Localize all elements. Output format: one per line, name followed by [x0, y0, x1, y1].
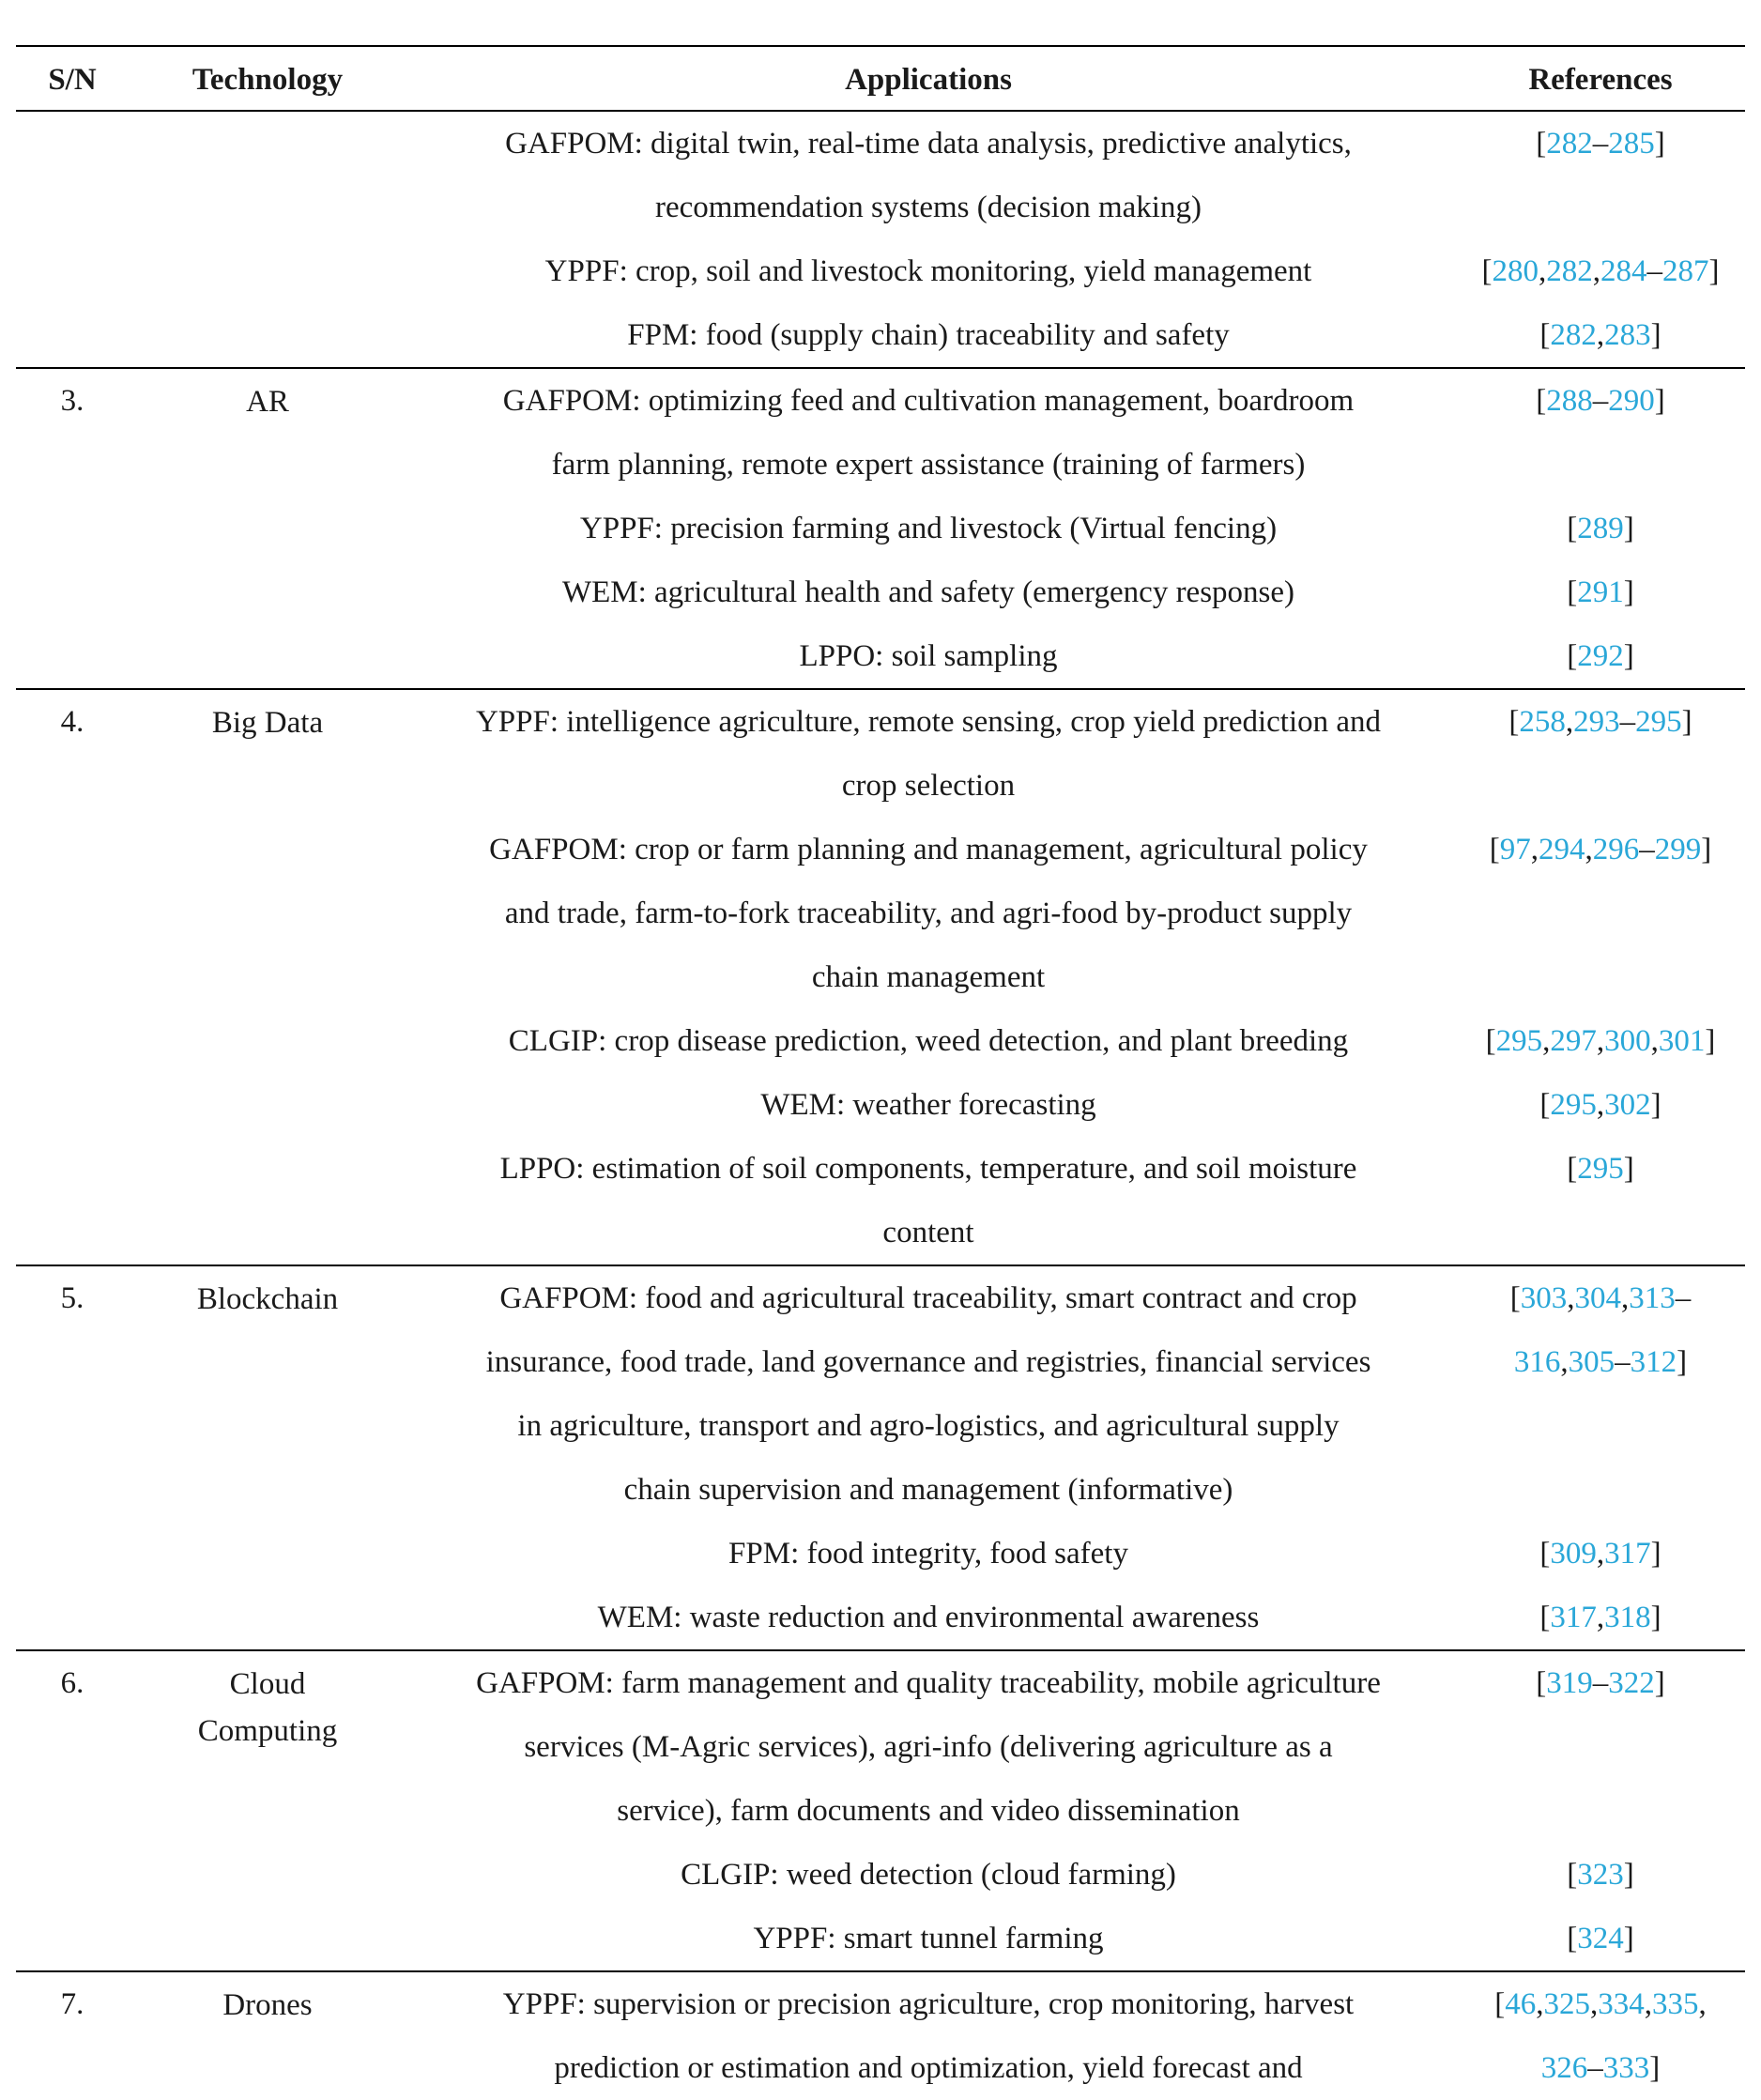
row-references: [1464, 112, 1737, 367]
reference-punctuation: –: [1619, 705, 1636, 739]
application-line: CLGIP: crop disease prediction, weed detection, and plant breeding: [508, 1024, 1349, 1058]
reference-line: [1464, 945, 1737, 1009]
reference-punctuation: ]: [1623, 1922, 1634, 1955]
reference-link[interactable]: 299: [1654, 833, 1702, 866]
reference-link[interactable]: 283: [1604, 318, 1651, 352]
reference-line: [1464, 2036, 1737, 2100]
table-row: [0, 1972, 1761, 2100]
table-top-rule: [16, 45, 1745, 47]
reference-link[interactable]: 287: [1662, 254, 1709, 288]
header-sn: S/N: [48, 63, 97, 97]
reference-line: [1464, 1972, 1737, 2036]
reference-punctuation: ,: [1542, 1024, 1551, 1058]
reference-punctuation: [: [1567, 1152, 1578, 1186]
reference-punctuation: [: [1539, 1088, 1551, 1122]
reference-punctuation: ,: [1596, 318, 1605, 352]
reference-line: [1464, 1843, 1737, 1907]
reference-punctuation: –: [1639, 833, 1655, 866]
application-line: WEM: weather forecasting: [760, 1088, 1096, 1122]
reference-punctuation: [: [1489, 833, 1500, 866]
application-line: YPPF: precision farming and livestock (Virtual fencing): [579, 512, 1278, 545]
reference-line: [1464, 1586, 1737, 1649]
reference-punctuation: ]: [1650, 1537, 1661, 1571]
reference-punctuation: [: [1536, 1666, 1547, 1700]
reference-punctuation: [: [1536, 384, 1547, 418]
application-line: services (M-Agric services), agri-info (delivering agriculture as a: [524, 1730, 1333, 1764]
reference-punctuation: ,: [1585, 833, 1593, 866]
reference-line: [1464, 1458, 1737, 1522]
reference-link[interactable]: 302: [1604, 1088, 1651, 1122]
reference-punctuation: ,: [1596, 1601, 1605, 1634]
reference-punctuation: –: [1592, 1666, 1609, 1700]
reference-punctuation: ,: [1567, 1281, 1575, 1315]
reference-line: [1464, 239, 1737, 303]
row-applications: [413, 1651, 1444, 1970]
table-row: [0, 1266, 1761, 1649]
reference-line: [1464, 560, 1737, 624]
reference-punctuation: ]: [1650, 1088, 1661, 1122]
technology-line: Cloud: [229, 1667, 306, 1701]
application-line: FPM: food (supply chain) traceability and safety: [627, 318, 1230, 352]
reference-link[interactable]: 319: [1546, 1666, 1593, 1700]
row-sn: 6.: [60, 1666, 84, 1700]
application-line: YPPF: supervision or precision agriculture, crop monitoring, harvest: [502, 1987, 1355, 2021]
row-technology: [141, 1651, 394, 1755]
reference-link[interactable]: 309: [1550, 1537, 1597, 1571]
row-technology: [141, 112, 394, 121]
reference-line: [1464, 112, 1737, 176]
table-row: [0, 690, 1761, 1265]
reference-line: [1464, 1137, 1737, 1201]
application-line: GAFPOM: farm management and quality traceability, mobile agriculture: [476, 1666, 1381, 1700]
reference-link[interactable]: 312: [1630, 1345, 1677, 1379]
technology-line: Big Data: [211, 706, 324, 740]
application-line: service), farm documents and video dissemination: [617, 1794, 1240, 1828]
reference-link[interactable]: 326: [1540, 2051, 1588, 2085]
table-row: [0, 369, 1761, 688]
application-line: chain management: [811, 960, 1046, 994]
reference-punctuation: [: [1509, 1281, 1521, 1315]
reference-line: [1464, 1330, 1737, 1394]
reference-punctuation: [: [1567, 639, 1578, 673]
reference-link[interactable]: 280: [1492, 254, 1539, 288]
row-references: [1464, 369, 1737, 688]
reference-punctuation: ]: [1654, 384, 1665, 418]
reference-punctuation: ]: [1650, 318, 1661, 352]
application-line: WEM: waste reduction and environmental awareness: [597, 1601, 1260, 1634]
reference-punctuation: –: [1587, 2051, 1603, 2085]
reference-punctuation: ]: [1623, 512, 1634, 545]
reference-link[interactable]: 285: [1608, 127, 1655, 161]
reference-punctuation: ,: [1650, 1024, 1659, 1058]
reference-line: [1464, 754, 1737, 818]
reference-punctuation: [: [1485, 1024, 1496, 1058]
reference-link[interactable]: 294: [1539, 833, 1585, 866]
reference-punctuation: [: [1539, 1537, 1551, 1571]
reference-punctuation: [: [1508, 705, 1520, 739]
row-references: [1464, 1266, 1737, 1649]
reference-link[interactable]: 293: [1573, 705, 1620, 739]
reference-punctuation: ]: [1623, 575, 1634, 609]
reference-punctuation: [: [1567, 575, 1578, 609]
reference-line: [1464, 497, 1737, 560]
reference-punctuation: –: [1675, 1281, 1692, 1315]
technology-line: Computing: [197, 1714, 338, 1748]
reference-link[interactable]: 324: [1577, 1922, 1624, 1955]
reference-punctuation: [: [1494, 1987, 1506, 2021]
reference-link[interactable]: 297: [1550, 1024, 1597, 1058]
reference-line: [1464, 433, 1737, 497]
reference-link[interactable]: 97: [1499, 833, 1531, 866]
reference-line: [1464, 881, 1737, 945]
reference-link[interactable]: 295: [1550, 1088, 1597, 1122]
reference-link[interactable]: 305: [1568, 1345, 1616, 1379]
application-line: crop selection: [841, 769, 1016, 803]
row-references: [1464, 690, 1737, 1265]
reference-punctuation: ]: [1701, 833, 1712, 866]
reference-line: [1464, 1009, 1737, 1073]
technology-line: Blockchain: [196, 1282, 339, 1316]
reference-punctuation: ,: [1565, 705, 1574, 739]
application-line: farm planning, remote expert assistance (training of farmers): [551, 448, 1306, 482]
reference-punctuation: [: [1539, 1601, 1551, 1634]
application-line: GAFPOM: crop or farm planning and management, agricultural policy: [489, 833, 1368, 866]
reference-punctuation: ]: [1623, 639, 1634, 673]
reference-punctuation: [: [1567, 1858, 1578, 1892]
reference-link[interactable]: 295: [1577, 1152, 1624, 1186]
row-sn: 3.: [60, 384, 84, 418]
reference-link[interactable]: 295: [1635, 705, 1682, 739]
reference-punctuation: ]: [1708, 254, 1720, 288]
reference-punctuation: ]: [1654, 1666, 1665, 1700]
reference-line: [1464, 1651, 1737, 1715]
application-line: LPPO: estimation of soil components, temperature, and soil moisture: [499, 1152, 1357, 1186]
reference-link[interactable]: 290: [1608, 384, 1655, 418]
reference-link[interactable]: 296: [1592, 833, 1640, 866]
reference-line: [1464, 1266, 1737, 1330]
table-row: [0, 112, 1761, 367]
reference-line: [1464, 690, 1737, 754]
application-line: chain supervision and management (informative): [623, 1473, 1233, 1507]
reference-link[interactable]: 46: [1505, 1987, 1537, 2021]
reference-punctuation: ,: [1539, 254, 1547, 288]
reference-link[interactable]: 284: [1600, 254, 1647, 288]
application-line: CLGIP: weed detection (cloud farming): [681, 1858, 1176, 1892]
reference-link[interactable]: 258: [1519, 705, 1566, 739]
reference-link[interactable]: 333: [1602, 2051, 1650, 2085]
reference-link[interactable]: 289: [1577, 512, 1624, 545]
reference-punctuation: –: [1646, 254, 1662, 288]
reference-link[interactable]: 288: [1546, 384, 1593, 418]
reference-link[interactable]: 318: [1604, 1601, 1651, 1634]
header-applications: Applications: [845, 63, 1012, 97]
table-row: [0, 1651, 1761, 1970]
reference-line: [1464, 1715, 1737, 1779]
reference-punctuation: ,: [1536, 1987, 1544, 2021]
reference-punctuation: ,: [1698, 1987, 1707, 2021]
technology-line: AR: [246, 385, 289, 419]
reference-punctuation: –: [1592, 127, 1609, 161]
reference-link[interactable]: 301: [1658, 1024, 1706, 1058]
reference-punctuation: –: [1615, 1345, 1631, 1379]
row-applications: [413, 690, 1444, 1265]
reference-punctuation: ]: [1677, 1345, 1688, 1379]
application-line: YPPF: intelligence agriculture, remote sensing, crop yield prediction and: [475, 705, 1382, 739]
reference-punctuation: ,: [1596, 1024, 1605, 1058]
reference-line: [1464, 369, 1737, 433]
reference-punctuation: ]: [1623, 1858, 1634, 1892]
row-references: [1464, 1972, 1737, 2100]
reference-line: [1464, 818, 1737, 881]
application-line: insurance, food trade, land governance and registries, financial services: [485, 1345, 1371, 1379]
reference-punctuation: ]: [1705, 1024, 1716, 1058]
reference-link[interactable]: 323: [1577, 1858, 1624, 1892]
application-line: and trade, farm-to-fork traceability, and agri-food by-product supply: [504, 897, 1353, 930]
reference-line: [1464, 303, 1737, 367]
reference-punctuation: ]: [1650, 1601, 1661, 1634]
reference-line: [1464, 1907, 1737, 1970]
row-technology: [141, 1972, 394, 2029]
row-technology: [141, 690, 394, 746]
application-line: LPPO: soil sampling: [799, 639, 1058, 673]
application-line: content: [882, 1216, 974, 1249]
row-applications: [413, 369, 1444, 688]
application-line: recommendation systems (decision making): [655, 191, 1202, 224]
reference-link[interactable]: 334: [1598, 1987, 1645, 2021]
reference-punctuation: ,: [1596, 1088, 1605, 1122]
application-line: YPPF: crop, soil and livestock monitoring, yield management: [544, 254, 1312, 288]
application-line: prediction or estimation and optimization, yield forecast and: [554, 2051, 1303, 2085]
reference-punctuation: ]: [1681, 705, 1692, 739]
row-technology: [141, 369, 394, 425]
application-line: FPM: food integrity, food safety: [728, 1537, 1128, 1571]
reference-line: [1464, 1779, 1737, 1843]
reference-link[interactable]: 316: [1513, 1345, 1561, 1379]
reference-punctuation: [: [1567, 512, 1578, 545]
reference-punctuation: [: [1539, 318, 1551, 352]
row-applications: [413, 1266, 1444, 1649]
row-technology: [141, 1266, 394, 1323]
application-line: WEM: agricultural health and safety (emergency response): [561, 575, 1295, 609]
reference-punctuation: ,: [1644, 1987, 1652, 2021]
reference-link[interactable]: 292: [1577, 639, 1624, 673]
reference-link[interactable]: 291: [1577, 575, 1624, 609]
header-references: References: [1528, 63, 1673, 97]
row-sn: 7.: [60, 1987, 84, 2021]
reference-link[interactable]: 282: [1546, 254, 1593, 288]
row-sn: 5.: [60, 1281, 84, 1315]
application-line: GAFPOM: optimizing feed and cultivation management, boardroom: [502, 384, 1355, 418]
reference-punctuation: [: [1536, 127, 1547, 161]
application-line: in agriculture, transport and agro-logistics, and agricultural supply: [517, 1409, 1340, 1443]
reference-link[interactable]: 325: [1543, 1987, 1590, 2021]
reference-line: [1464, 176, 1737, 239]
reference-link[interactable]: 335: [1652, 1987, 1699, 2021]
reference-punctuation: ,: [1530, 833, 1539, 866]
reference-line: [1464, 1073, 1737, 1137]
reference-line: [1464, 624, 1737, 688]
reference-punctuation: ]: [1654, 127, 1665, 161]
reference-link[interactable]: 313: [1629, 1281, 1676, 1315]
reference-punctuation: ,: [1590, 1987, 1599, 2021]
reference-punctuation: [: [1567, 1922, 1578, 1955]
header-technology: Technology: [191, 63, 344, 97]
reference-punctuation: –: [1592, 384, 1609, 418]
reference-link[interactable]: 304: [1574, 1281, 1621, 1315]
reference-link[interactable]: 322: [1608, 1666, 1655, 1700]
reference-link[interactable]: 282: [1546, 127, 1593, 161]
application-line: GAFPOM: food and agricultural traceability, smart contract and crop: [499, 1281, 1357, 1315]
reference-punctuation: ]: [1623, 1152, 1634, 1186]
reference-punctuation: [: [1481, 254, 1493, 288]
application-line: YPPF: smart tunnel farming: [753, 1922, 1104, 1955]
row-references: [1464, 1651, 1737, 1970]
reference-punctuation: ]: [1649, 2051, 1661, 2085]
reference-link[interactable]: 317: [1604, 1537, 1651, 1571]
row-applications: [413, 112, 1444, 367]
reference-punctuation: ,: [1621, 1281, 1630, 1315]
reference-line: [1464, 1394, 1737, 1458]
reference-punctuation: ,: [1592, 254, 1600, 288]
row-sn: 4.: [60, 705, 84, 739]
reference-link[interactable]: 282: [1550, 318, 1597, 352]
reference-line: [1464, 1201, 1737, 1265]
application-line: GAFPOM: digital twin, real-time data analysis, predictive analytics,: [505, 127, 1352, 161]
reference-punctuation: ,: [1560, 1345, 1569, 1379]
technology-line: Drones: [222, 1988, 313, 2022]
reference-link[interactable]: 303: [1520, 1281, 1568, 1315]
reference-line: [1464, 1522, 1737, 1586]
reference-link[interactable]: 300: [1604, 1024, 1651, 1058]
row-applications: [413, 1972, 1444, 2100]
reference-link[interactable]: 317: [1550, 1601, 1597, 1634]
reference-punctuation: ,: [1596, 1537, 1605, 1571]
reference-link[interactable]: 295: [1495, 1024, 1543, 1058]
